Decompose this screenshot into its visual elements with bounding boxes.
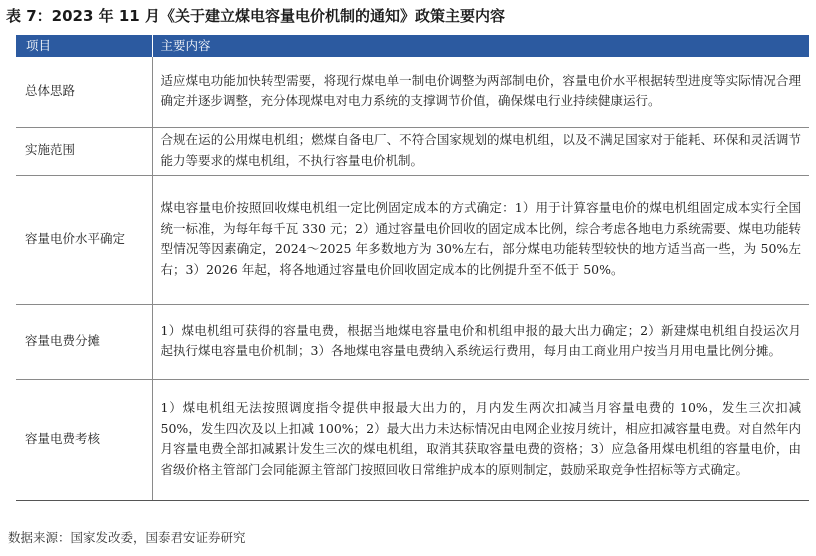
table-row [16,57,809,127]
row-content: 煤电容量电价按照回收煤电机组一定比例固定成本的方式确定：1）用于计算容量电价的煤电机组固定成本实行全国统一标准，为每年每千瓦 330 元；2）通过容量电价回收的固定成本比例，综合考虑各地电力系统需要、煤电功能转型情况等因素确定，2024～2025 年多数地方为 30%左右，部分煤电功能转型较快的地方适当高一些，为 50%左右；3）2026 年起，将各地通过容量电价回收固定成本的比例提升至不低于 50%。 [152,175,809,304]
row-item-label: 容量电费考核 [16,379,152,500]
table-title: 表 7：2023 年 11 月《关于建立煤电容量电价机制的通知》政策主要内容 [6,7,505,25]
column-header-item: 项目 [16,35,152,57]
data-source-note: 数据来源：国家发改委，国泰君安证券研究 [8,530,246,545]
table-row [16,379,809,500]
row-item-label: 总体思路 [16,57,152,127]
row-content: 1）煤电机组可获得的容量电费，根据当地煤电容量电价和机组申报的最大出力确定；2）新建煤电机组自投运次月起执行煤电容量电价机制；3）各地煤电容量电费纳入系统运行费用，每月由工商业用户按当月用电量比例分摊。 [152,304,809,379]
row-content: 合规在运的公用煤电机组；燃煤自备电厂、不符合国家规划的煤电机组，以及不满足国家对于能耗、环保和灵活调节能力等要求的煤电机组，不执行容量电价机制。 [152,127,809,175]
table-header [16,35,809,57]
row-item-label: 容量电价水平确定 [16,175,152,304]
row-content: 1）煤电机组无法按照调度指令提供申报最大出力的，月内发生两次扣减当月容量电费的 10%，发生三次扣减 50%，发生四次及以上扣减 100%；2）最大出力未达标情况由电网企业按月统计，相应扣减容量电费。对自然年内月容量电费全部扣减累计发生三次的煤电机组，取消其获取容量电费的资格；3）应急备用煤电机组的容量电价，由省级价格主管部门会同能源主管部门按照回收日常维护成本的原则制定，鼓励采取竞争性招标等方式确定。 [152,379,809,500]
header-row [16,35,809,57]
table-row [16,304,809,379]
table-body [16,57,809,500]
policy-table [16,35,809,501]
row-content: 适应煤电功能加快转型需要，将现行煤电单一制电价调整为两部制电价，容量电价水平根据转型进度等实际情况合理确定并逐步调整，充分体现煤电对电力系统的支撑调节价值，确保煤电行业持续健康运行。 [152,57,809,127]
row-item-label: 实施范围 [16,127,152,175]
table-row [16,127,809,175]
column-header-content: 主要内容 [152,35,809,57]
row-item-label: 容量电费分摊 [16,304,152,379]
table-row [16,175,809,304]
